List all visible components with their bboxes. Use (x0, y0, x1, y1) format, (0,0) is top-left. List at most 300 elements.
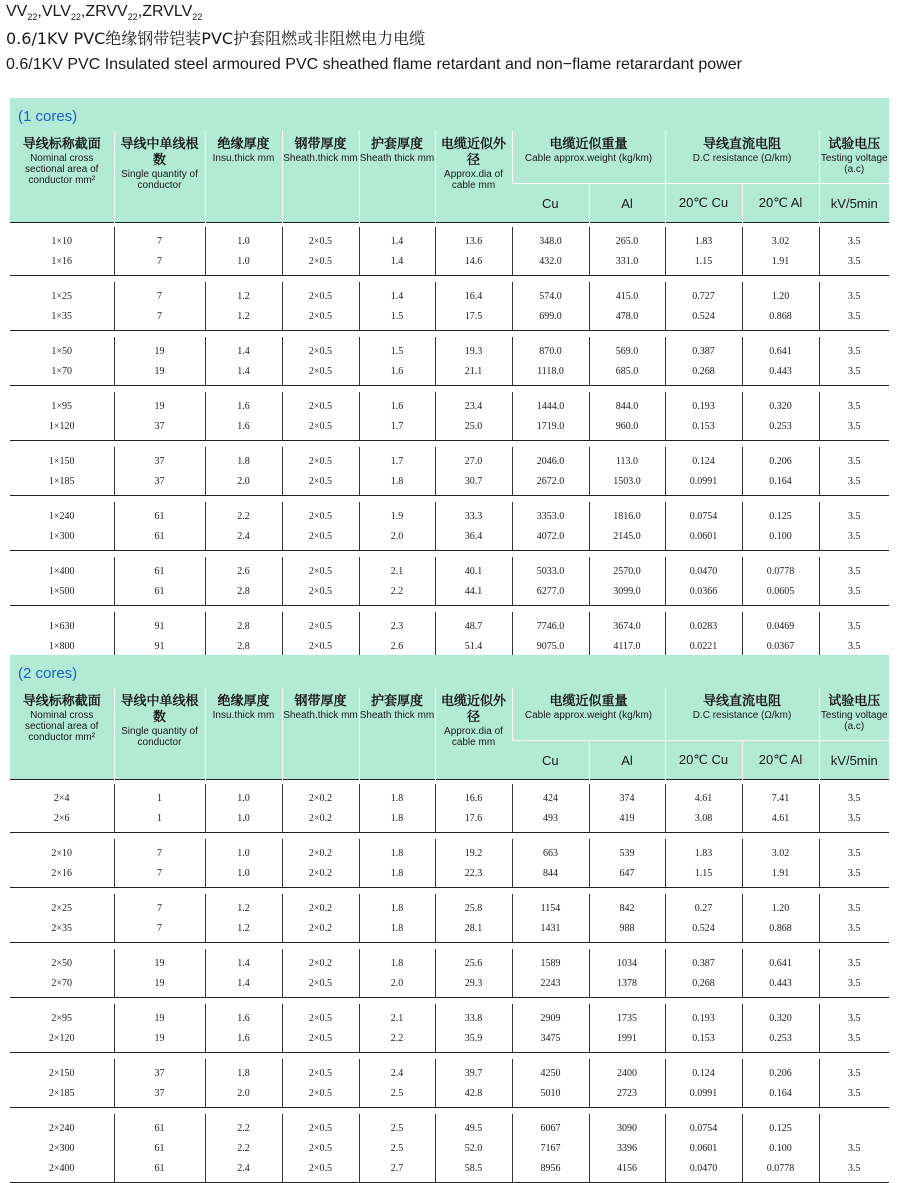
table-cell: 1×185 (10, 471, 114, 496)
table-cell: 6277.0 (512, 581, 589, 606)
table-cell: 0.320 (742, 1004, 819, 1028)
table-cell: 1.20 (742, 894, 819, 918)
table-cell: 3.5 (819, 557, 889, 581)
table-cell: 1.2 (205, 894, 282, 918)
row-group (10, 557, 889, 606)
table-cell: 0.0991 (665, 1083, 742, 1108)
table-cell: 0.193 (665, 392, 742, 416)
table-cell: 37 (114, 416, 205, 441)
table-cell: 0.0366 (665, 581, 742, 606)
table-cell: 2×300 (48, 1142, 75, 1154)
table-row (10, 361, 889, 386)
table-cell: 2909 (512, 1004, 589, 1028)
table-cell: 2.6 (205, 557, 282, 581)
table-cell: 51.4 (435, 636, 512, 661)
table-cell: 25.8 (435, 894, 512, 918)
table-cell: 1444.0 (512, 392, 589, 416)
table-cell: 348.0 (512, 227, 589, 251)
col-header-cn: 导线中单线根数 (120, 137, 199, 168)
table-cell: 3.5 (819, 227, 889, 251)
table-cell: 0.125 (742, 1114, 819, 1138)
table-cell: 9075.0 (512, 636, 589, 661)
col-header-quantity (114, 131, 205, 223)
table-cell: 1×35 (10, 306, 114, 331)
col-header-en: D.C resistance (Ω/km) (692, 710, 792, 721)
table-cell: 1589 (512, 949, 589, 973)
table-cell: 478.0 (589, 306, 665, 331)
col-header-en: Approx.dia of cable mm (444, 169, 503, 191)
table-cell: 1.0 (205, 863, 282, 888)
table-cell: 2.4 (359, 1059, 435, 1083)
table-cell: 419 (589, 808, 665, 833)
row-group (10, 227, 889, 276)
table-cell: 2.0 (205, 471, 282, 496)
table-cell: 2.5 (359, 1114, 435, 1138)
table-cell: 3.5 (819, 361, 889, 386)
col-header-nominal (10, 688, 114, 780)
table-row (10, 1028, 889, 1053)
col-header-en: Sheath.thick mm (283, 153, 358, 164)
table-cell: 2×120 (10, 1028, 114, 1053)
table-row (10, 1004, 889, 1028)
table-cell: 19 (114, 392, 205, 416)
table-cell: 0.387 (665, 949, 742, 973)
col-header-weight (512, 688, 665, 741)
col-header-en: Insu.thick mm (212, 153, 275, 164)
table-cell: 25.6 (435, 949, 512, 973)
table-cell: 3674.0 (589, 612, 665, 636)
table-cell: 960.0 (589, 416, 665, 441)
title-chinese: 0.6/1KV PVC绝缘钢带铠装PVC护套阻燃或非阻燃电力电缆 (6, 29, 426, 49)
table-cell: 2×0.5 (282, 502, 359, 526)
table-cell: 2×0.5 (282, 1059, 359, 1083)
table-cell: 1.15 (665, 251, 742, 276)
table-cell: 2×0.5 (282, 282, 359, 306)
table-cell: 0.193 (665, 1004, 742, 1028)
table-cell: 0.524 (665, 918, 742, 943)
subheader-resistance-cu: 20℃ Cu (665, 741, 742, 780)
table-cell: 1.4 (205, 337, 282, 361)
table-cell: 0.0367 (742, 636, 819, 661)
table-row (10, 1059, 889, 1083)
table-cell: 3.5 (819, 973, 889, 998)
table-cell: 8956 (512, 1158, 589, 1183)
col-header-en: D.C resistance (Ω/km) (692, 153, 792, 164)
table-cell: 0.0469 (742, 612, 819, 636)
table-cell: 2×0.5 (282, 1158, 359, 1183)
col-header-armour (282, 131, 359, 223)
table-cell: 3.5 (819, 918, 889, 943)
table-cell: 1.6 (359, 361, 435, 386)
table-cell: 19.2 (435, 839, 512, 863)
col-header-cn: 导线直流电阻 (703, 694, 782, 709)
table-cell: 1.83 (665, 227, 742, 251)
table-cell: 37 (114, 1059, 205, 1083)
table-cell: 2×70 (10, 973, 114, 998)
table-cell: 49.5 (435, 1114, 512, 1138)
table-row (10, 306, 889, 331)
table-cell: 2×0.2 (282, 839, 359, 863)
table-cell: 3.5 (819, 251, 889, 276)
table-row (10, 337, 889, 361)
table-cell: 91 (114, 612, 205, 636)
table-cell: 1×150 (48, 455, 75, 467)
table-cell: 1.5 (359, 306, 435, 331)
table-cell: 415.0 (589, 282, 665, 306)
table-cell: 30.7 (435, 471, 512, 496)
table-cell: 2.0 (205, 1083, 282, 1108)
table-row (10, 1083, 889, 1108)
col-header-dia (435, 688, 512, 780)
table-cell: 3.5 (819, 1083, 889, 1108)
table-cell: 39.7 (435, 1059, 512, 1083)
table-cell: 2145.0 (589, 526, 665, 551)
col-header-resistance (665, 688, 819, 741)
table-cell: 3.02 (742, 227, 819, 251)
table-cell: 1.0 (205, 251, 282, 276)
table-cell: 1503.0 (589, 471, 665, 496)
table-row (10, 227, 889, 251)
row-group (10, 282, 889, 331)
table-cell: 685.0 (589, 361, 665, 386)
table-cell: 3.5 (819, 784, 889, 808)
table-cell: 3.5 (819, 581, 889, 606)
table-cell: 1.6 (359, 392, 435, 416)
section-2-cores (10, 655, 889, 1183)
row-group (10, 337, 889, 386)
col-header-quantity (114, 688, 205, 780)
table-cell: 2.8 (205, 612, 282, 636)
table-row (10, 251, 889, 276)
col-header-cn: 电缆近似外径 (440, 694, 506, 725)
table-cell: 61 (114, 1114, 205, 1138)
table-cell: 0.641 (742, 337, 819, 361)
table-cell: 0.27 (665, 894, 742, 918)
table-cell: 3.5 (819, 839, 889, 863)
col-header-cn: 钢带厚度 (294, 694, 347, 709)
table-cell: 2×6 (10, 808, 114, 833)
table-cell: 1.6 (205, 392, 282, 416)
col-header-cn: 电缆近似重量 (549, 694, 628, 709)
row-group (10, 949, 889, 998)
table-cell: 16.4 (435, 282, 512, 306)
section-1-cores (10, 98, 889, 661)
table-cell: 2×0.5 (282, 973, 359, 998)
table-cell: 7 (114, 894, 205, 918)
table-cell: 0.125 (742, 502, 819, 526)
table-cell: 2.8 (205, 636, 282, 661)
col-header-insu (205, 688, 282, 780)
table-cell: 3.5 (819, 1059, 889, 1083)
table-row (10, 949, 889, 973)
table-cell: 0.164 (742, 1083, 819, 1108)
table-cell: 2×95 (51, 1012, 73, 1024)
table-cell: 2×0.2 (282, 808, 359, 833)
table-cell: 5033.0 (512, 557, 589, 581)
table-cell: 1.4 (359, 251, 435, 276)
table-cell: 3.5 (819, 808, 889, 833)
table-row (10, 1138, 889, 1158)
table-cell: 3.5 (819, 1158, 889, 1183)
table-cell: 61 (114, 1138, 205, 1158)
table-cell: 1.15 (665, 863, 742, 888)
table-cell: 1.0 (205, 839, 282, 863)
table-cell: 7 (114, 282, 205, 306)
table-cell: 2×35 (10, 918, 114, 943)
table-cell: 3.5 (819, 1028, 889, 1053)
col-header-en: Testing voltage (a.c) (820, 153, 888, 175)
table-cell: 1×16 (10, 251, 114, 276)
table-cell: 4156 (589, 1158, 665, 1183)
table-cell: 1.8 (359, 471, 435, 496)
row-group (10, 839, 889, 888)
table-cell: 4.61 (665, 784, 742, 808)
table-cell: 2243 (512, 973, 589, 998)
table-cell: 2×16 (10, 863, 114, 888)
table-cell: 2×0.5 (282, 471, 359, 496)
table-cell: 1 (114, 784, 205, 808)
table-cell: 1.0 (205, 784, 282, 808)
table-cell: 2.1 (359, 1004, 435, 1028)
table-cell: 1.4 (205, 361, 282, 386)
table-row (10, 526, 889, 551)
table-cell: 1.0 (205, 808, 282, 833)
table-cell: 1.6 (205, 416, 282, 441)
table-cell: 0.443 (742, 973, 819, 998)
table-cell: 2.6 (359, 636, 435, 661)
col-header-cn: 电缆近似重量 (549, 137, 628, 152)
table-cell: 2.0 (359, 526, 435, 551)
table-cell: 2×0.5 (282, 1004, 359, 1028)
col-header-dia (435, 131, 512, 223)
table-cell (819, 1114, 889, 1138)
table-cell: 1×70 (10, 361, 114, 386)
table-cell: 1.20 (742, 282, 819, 306)
table-row (10, 784, 889, 808)
table-cell: 1×10 (51, 235, 73, 247)
table-cell: 1.91 (742, 863, 819, 888)
table-cell: 7 (114, 227, 205, 251)
table-cell: 3.5 (819, 526, 889, 551)
table-cell: 2.2 (205, 1114, 282, 1138)
row-group (10, 1114, 889, 1183)
table-cell: 1.8 (359, 949, 435, 973)
table-cell: 3.02 (742, 839, 819, 863)
table-cell: 7746.0 (512, 612, 589, 636)
table-cell: 2×0.2 (282, 949, 359, 973)
table-cell: 7.41 (742, 784, 819, 808)
col-header-en: Cable approx.weight (kg/km) (524, 153, 653, 164)
table-cell: 1.2 (205, 282, 282, 306)
table-cell: 0.0470 (665, 1158, 742, 1183)
table-cell: 2400 (589, 1059, 665, 1083)
col-header-sheath (359, 688, 435, 780)
table-cell: 4250 (512, 1059, 589, 1083)
table-cell: 0.524 (665, 306, 742, 331)
row-group (10, 1004, 889, 1053)
table-cell: 1×95 (51, 400, 73, 412)
col-header-en: Sheath thick mm (359, 153, 435, 164)
table-cell: 1×240 (48, 510, 75, 522)
table-cell: 1×500 (10, 581, 114, 606)
row-group (10, 612, 889, 661)
table-cell: 424 (512, 784, 589, 808)
subheader-weight-al: Al (589, 184, 665, 223)
table-row (10, 392, 889, 416)
table-cell: 1×300 (10, 526, 114, 551)
table-cell: 1.9 (359, 502, 435, 526)
table-cell: 1.83 (665, 839, 742, 863)
row-group (10, 784, 889, 833)
table-cell: 1.2 (205, 918, 282, 943)
table-cell: 1154 (512, 894, 589, 918)
table-cell: 61 (114, 581, 205, 606)
table-row (10, 918, 889, 943)
table-cell: 1034 (589, 949, 665, 973)
col-header-voltage (819, 131, 889, 184)
table-row (10, 502, 889, 526)
table-row (10, 973, 889, 998)
table-row (10, 808, 889, 833)
subheader-resistance-al: 20℃ Al (742, 741, 819, 780)
table-cell: 1.6 (205, 1028, 282, 1053)
table-cell: 37 (114, 1083, 205, 1108)
table-cell: 1.4 (205, 973, 282, 998)
table-cell: 16.6 (435, 784, 512, 808)
table-cell: 19 (114, 1028, 205, 1053)
table-cell: 1118.0 (512, 361, 589, 386)
table-cell: 2×0.2 (282, 863, 359, 888)
table-cell: 0.100 (742, 1138, 819, 1158)
table-row (10, 612, 889, 636)
table-cell: 2046.0 (512, 447, 589, 471)
table-cell: 0.124 (665, 1059, 742, 1083)
table-cell: 2.4 (205, 1158, 282, 1183)
table-cell: 3.5 (819, 392, 889, 416)
col-header-armour (282, 688, 359, 780)
table-row (10, 1158, 889, 1183)
table-cell: 2×0.5 (282, 227, 359, 251)
table-cell: 2×0.2 (282, 894, 359, 918)
table-cell: 0.0283 (665, 612, 742, 636)
table-row (10, 557, 889, 581)
subheader-voltage-unit: kV/5min (819, 741, 889, 780)
table-cell: 33.3 (435, 502, 512, 526)
table-cell: 1.8 (359, 784, 435, 808)
table-cell: 3.5 (819, 1138, 889, 1158)
table-cell: 17.6 (435, 808, 512, 833)
col-header-en: Sheath thick mm (359, 710, 435, 721)
table-cell: 19 (114, 949, 205, 973)
section-label: (2 cores) (10, 655, 889, 688)
table-cell: 2×0.5 (282, 557, 359, 581)
table-cell: 2×185 (10, 1083, 114, 1108)
table-cell: 61 (114, 557, 205, 581)
table-cell: 7 (114, 251, 205, 276)
table-cell: 1×800 (10, 636, 114, 661)
col-header-cn: 导线标称截面 (22, 694, 101, 709)
table-cell: 1.4 (205, 949, 282, 973)
col-header-en: Single quantity of conductor (121, 169, 198, 191)
table-cell: 3090 (589, 1114, 665, 1138)
table-cell: 1.8 (359, 894, 435, 918)
table-cell: 2×4 (53, 792, 70, 804)
table-cell: 61 (114, 1158, 205, 1183)
table-cell: 7167 (512, 1138, 589, 1158)
table-cell: 3.5 (819, 337, 889, 361)
table-cell: 3.5 (819, 636, 889, 661)
table-cell: 2×0.5 (282, 1138, 359, 1158)
table-cell: 0.153 (665, 1028, 742, 1053)
table-cell: 1.7 (359, 416, 435, 441)
table-cell: 2×50 (51, 957, 73, 969)
col-header-en: Nominal cross sectional area of conductor mm² (25, 153, 99, 186)
col-header-sheath (359, 131, 435, 223)
table-cell: 21.1 (435, 361, 512, 386)
table-cell: 2.4 (205, 526, 282, 551)
table-cell: 19 (114, 361, 205, 386)
table-cell: 2×0.5 (282, 1114, 359, 1138)
table-cell: 91 (114, 636, 205, 661)
table-cell: 663 (512, 839, 589, 863)
table-cell: 2.5 (359, 1083, 435, 1108)
table-cell: 2×0.5 (282, 612, 359, 636)
table-cell: 1991 (589, 1028, 665, 1053)
col-header-en: Approx.dia of cable mm (444, 726, 503, 748)
table-cell: 0.164 (742, 471, 819, 496)
table-cell: 3.5 (819, 949, 889, 973)
model-code: VV (6, 3, 28, 20)
col-header-cn: 电缆近似外径 (440, 137, 506, 168)
table-cell: 1×120 (10, 416, 114, 441)
table-cell: 0.100 (742, 526, 819, 551)
col-header-en: Sheath.thick mm (283, 710, 358, 721)
table-cell: 0.0470 (665, 557, 742, 581)
table-cell: 2.2 (359, 581, 435, 606)
table-cell: 3.5 (819, 894, 889, 918)
table-cell: 25.0 (435, 416, 512, 441)
table-cell: 61 (114, 526, 205, 551)
table-cell: 1.6 (205, 1004, 282, 1028)
table-cell: 0.268 (665, 361, 742, 386)
table-cell: 2×240 (48, 1122, 75, 1134)
table-cell: 699.0 (512, 306, 589, 331)
table-cell: 870.0 (512, 337, 589, 361)
table-cell: 1.8 (359, 808, 435, 833)
table-cell: 0.0754 (665, 1114, 742, 1138)
row-group (10, 392, 889, 441)
table-cell: 0.253 (742, 1028, 819, 1053)
table-cell: 3353.0 (512, 502, 589, 526)
col-header-en: Nominal cross sectional area of conductor mm² (25, 710, 99, 743)
table-row (10, 471, 889, 496)
table-cell: 2.2 (205, 1138, 282, 1158)
table-cell: 2672.0 (512, 471, 589, 496)
table-cell: 0.868 (742, 306, 819, 331)
table-cell: 4072.0 (512, 526, 589, 551)
table-cell: 2.1 (359, 557, 435, 581)
row-group (10, 502, 889, 551)
table-cell: 2.2 (205, 502, 282, 526)
table-cell: 61 (114, 502, 205, 526)
col-header-cn: 绝缘厚度 (217, 694, 270, 709)
table-cell: 2.0 (359, 973, 435, 998)
table-cell: 3396 (589, 1138, 665, 1158)
table-cell: 1.4 (359, 227, 435, 251)
table-cell: 3.5 (819, 306, 889, 331)
table-cell: 0.0754 (665, 502, 742, 526)
table-cell: 1.7 (359, 447, 435, 471)
